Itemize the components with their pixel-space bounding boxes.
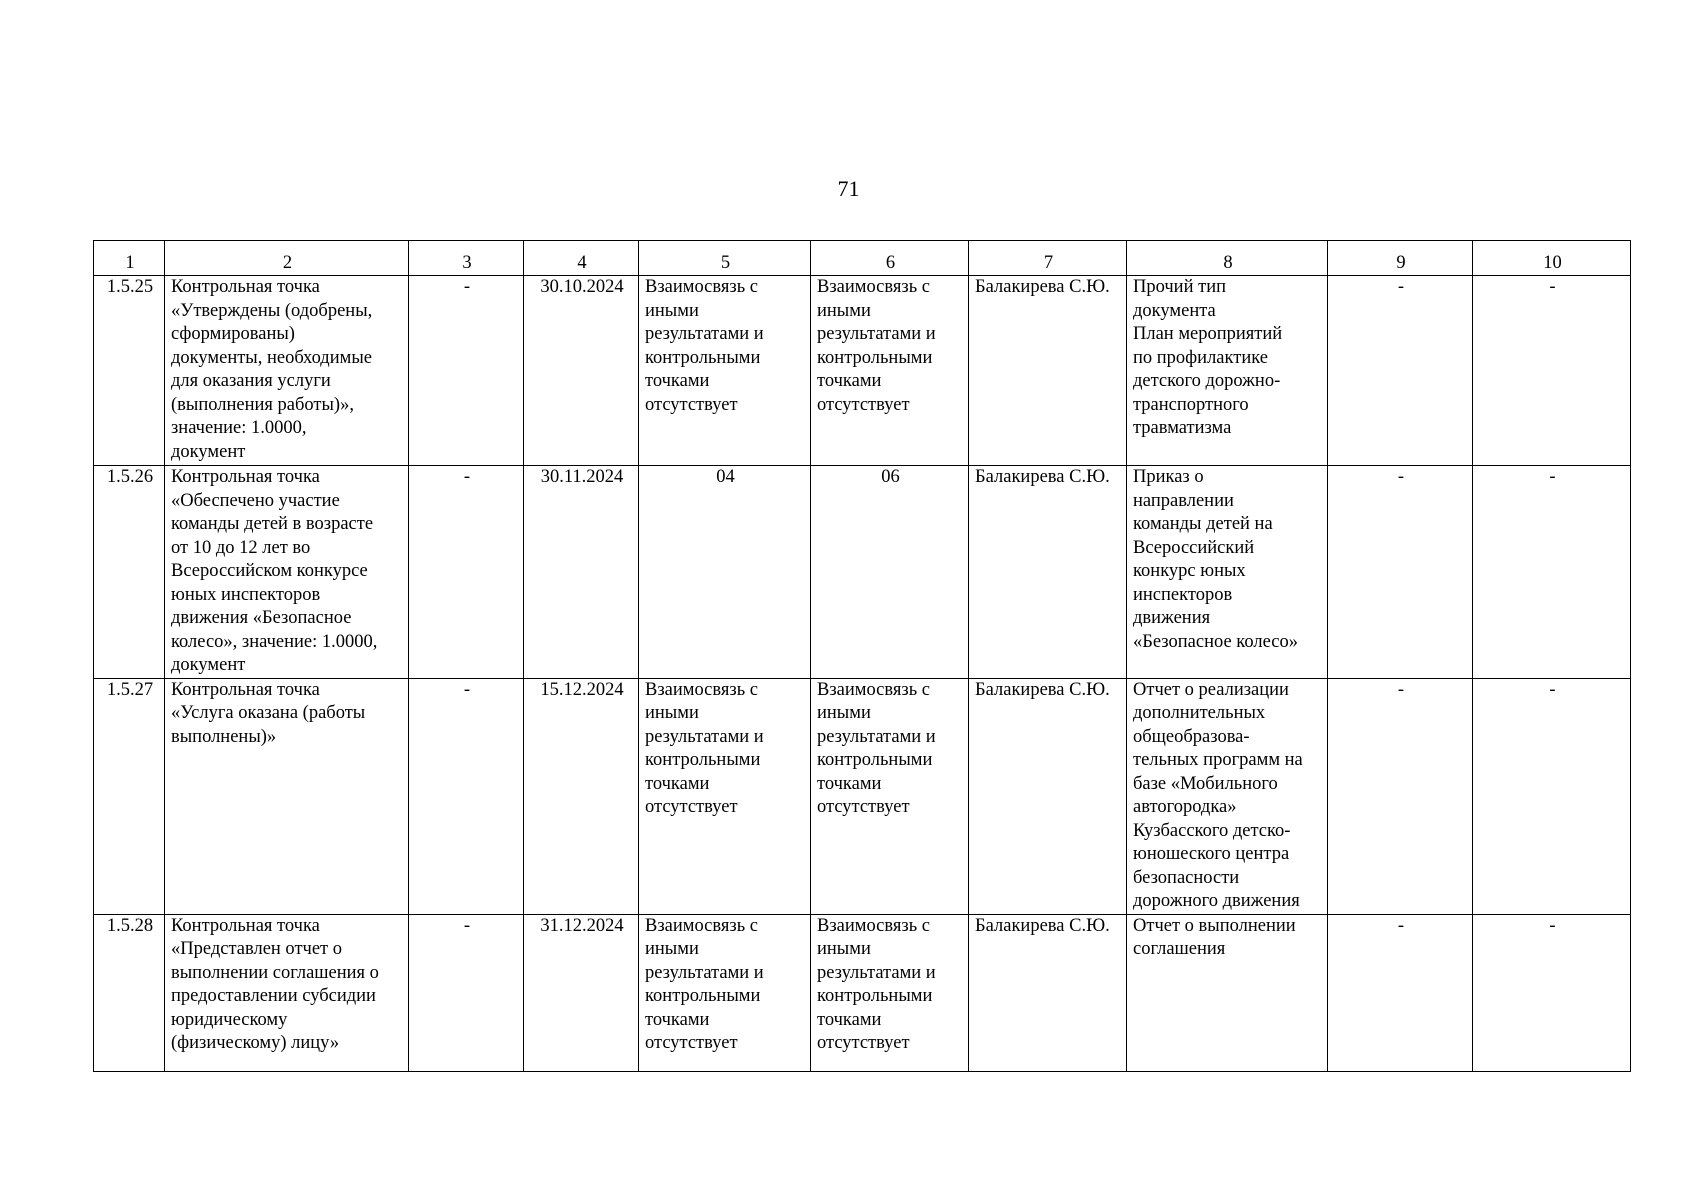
document-type: Приказ о направлении команды детей на Всероссийский конкурс юных инспекторов движения «Безопасное колесо» [1127, 466, 1328, 679]
column-header: 5 [639, 241, 811, 276]
table-header-row [94, 241, 1631, 276]
page-number: 71 [837, 176, 860, 201]
row-number: 1.5.27 [94, 678, 165, 914]
column-header: 4 [524, 241, 639, 276]
cell-col-10: - [1473, 914, 1631, 1071]
cell-col-3: - [409, 276, 524, 466]
column-header: 9 [1328, 241, 1473, 276]
cell-col-9: - [1328, 466, 1473, 679]
cell-col-9: - [1328, 276, 1473, 466]
table-row [94, 276, 1631, 466]
column-header: 3 [409, 241, 524, 276]
cell-col-3: - [409, 914, 524, 1071]
cell-col-6: Взаимосвязь с иными результатами и контрольными точками отсутствует [811, 276, 969, 466]
column-header: 6 [811, 241, 969, 276]
column-header: 1 [94, 241, 165, 276]
cell-col-10: - [1473, 276, 1631, 466]
cell-col-5: 04 [639, 466, 811, 679]
control-point-name: Контрольная точка «Представлен отчет о выполнении соглашения о предоставлении субсидии юридическому (физическому) лицу» [165, 914, 409, 1071]
table-row [94, 678, 1631, 914]
column-header: 10 [1473, 241, 1631, 276]
deadline-date: 30.10.2024 [524, 276, 639, 466]
row-number: 1.5.28 [94, 914, 165, 1071]
row-number: 1.5.25 [94, 276, 165, 466]
cell-col-5: Взаимосвязь с иными результатами и контрольными точками отсутствует [639, 678, 811, 914]
cell-col-5: Взаимосвязь с иными результатами и контрольными точками отсутствует [639, 914, 811, 1071]
document-type: Прочий тип документа План мероприятий по профилактике детского дорожно- транспортного травматизма [1127, 276, 1328, 466]
control-point-name: Контрольная точка «Обеспечено участие команды детей в возрасте от 10 до 12 лет во Всероссийском конкурсе юных инспекторов движения «Безопасное колесо», значение: 1.0000, документ [165, 466, 409, 679]
cell-col-3: - [409, 678, 524, 914]
column-header: 7 [969, 241, 1127, 276]
responsible-person: Балакирева С.Ю. [969, 276, 1127, 466]
column-header: 2 [165, 241, 409, 276]
deadline-date: 31.12.2024 [524, 914, 639, 1071]
cell-col-6: 06 [811, 466, 969, 679]
control-point-name: Контрольная точка «Утверждены (одобрены, сформированы) документы, необходимые для оказания услуги (выполнения работы)», значение: 1.0000, документ [165, 276, 409, 466]
document-type: Отчет о реализации дополнительных общеобразова- тельных программ на базе «Мобильного автогородка» Кузбасского детско- юношеского центра безопасности дорожного движения [1127, 678, 1328, 914]
cell-col-10: - [1473, 678, 1631, 914]
column-header: 8 [1127, 241, 1328, 276]
responsible-person: Балакирева С.Ю. [969, 914, 1127, 1071]
cell-col-3: - [409, 466, 524, 679]
deadline-date: 15.12.2024 [524, 678, 639, 914]
responsible-person: Балакирева С.Ю. [969, 466, 1127, 679]
cell-col-9: - [1328, 914, 1473, 1071]
cell-col-9: - [1328, 678, 1473, 914]
cell-col-6: Взаимосвязь с иными результатами и контрольными точками отсутствует [811, 914, 969, 1071]
control-point-name: Контрольная точка «Услуга оказана (работы выполнены)» [165, 678, 409, 914]
deadline-date: 30.11.2024 [524, 466, 639, 679]
row-number: 1.5.26 [94, 466, 165, 679]
control-points-table [93, 240, 1631, 1072]
table-row [94, 466, 1631, 679]
cell-col-6: Взаимосвязь с иными результатами и контрольными точками отсутствует [811, 678, 969, 914]
cell-col-5: Взаимосвязь с иными результатами и контрольными точками отсутствует [639, 276, 811, 466]
responsible-person: Балакирева С.Ю. [969, 678, 1127, 914]
table-row [94, 914, 1631, 1071]
cell-col-10: - [1473, 466, 1631, 679]
document-type: Отчет о выполнении соглашения [1127, 914, 1328, 1071]
